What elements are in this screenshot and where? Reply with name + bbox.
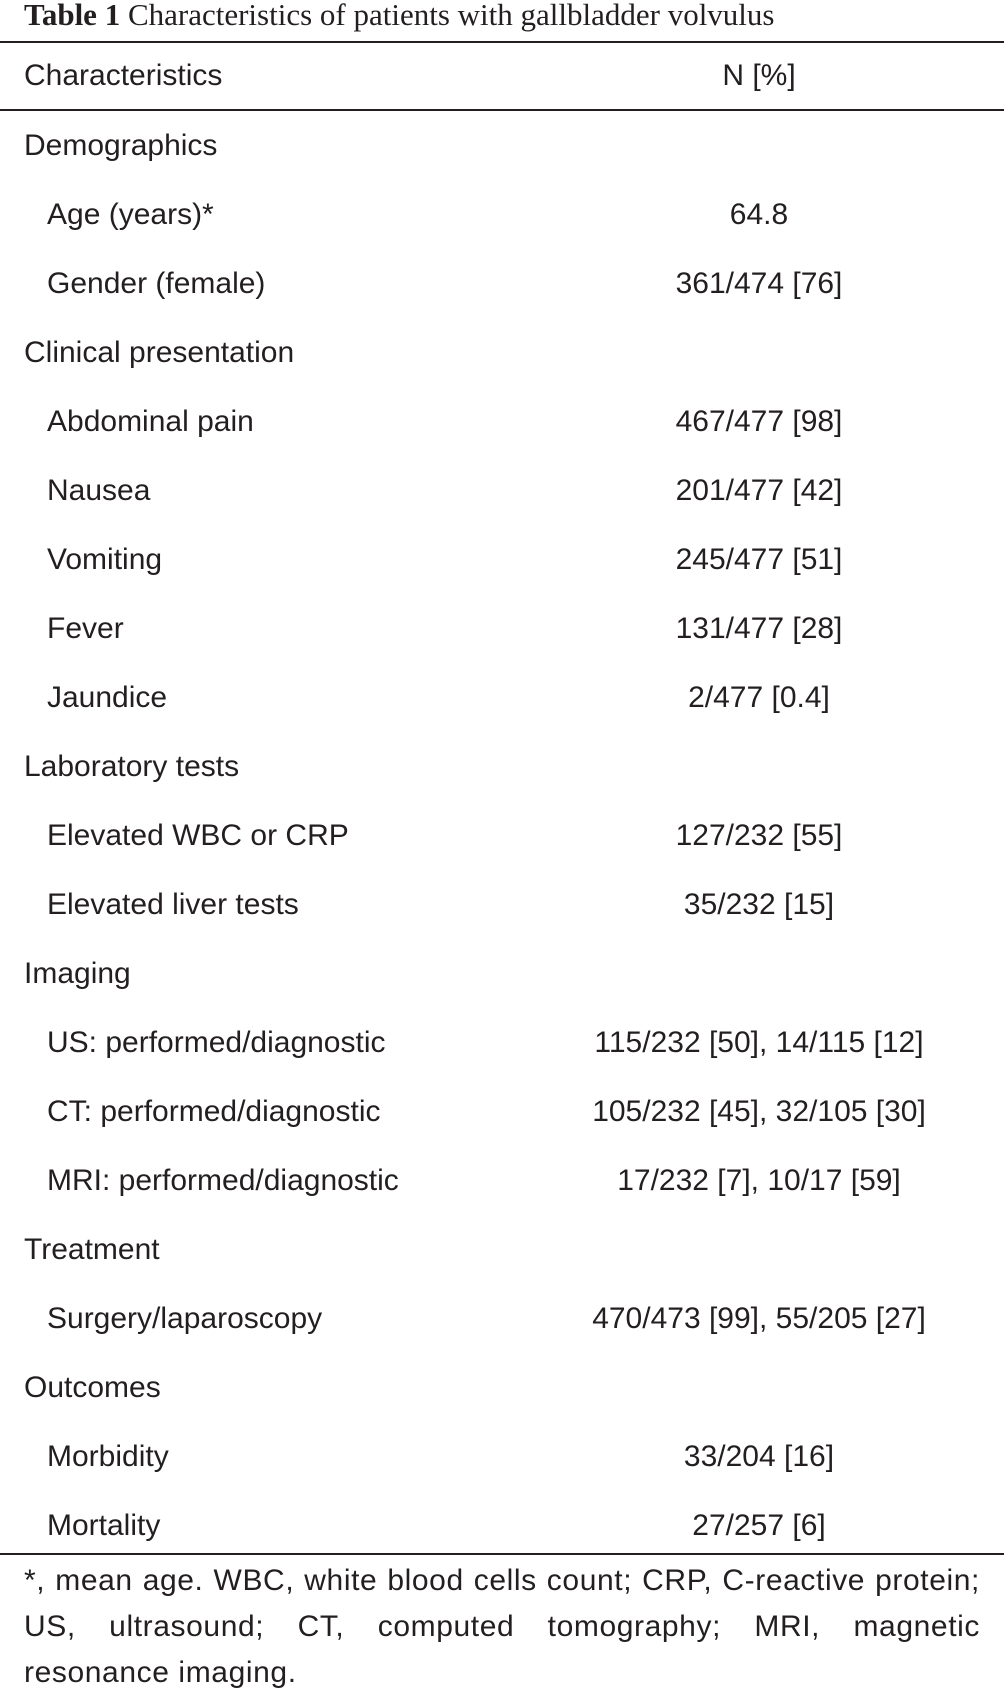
row-value: 127/232 [55] <box>675 819 843 852</box>
row-value: 467/477 [98] <box>675 405 843 438</box>
row-label: Jaundice <box>47 681 168 714</box>
row-label: Elevated WBC or CRP <box>47 819 349 852</box>
row-label: Fever <box>47 612 124 645</box>
table-section-row <box>0 939 1004 1008</box>
table-row <box>0 1284 1004 1353</box>
row-value: 131/477 [28] <box>675 612 843 645</box>
row-label: Morbidity <box>47 1440 169 1473</box>
row-value: 2/477 [0.4] <box>688 681 830 714</box>
table-row <box>0 456 1004 525</box>
row-value: 115/232 [50], 14/115 [12] <box>594 1026 924 1059</box>
table-row <box>0 387 1004 456</box>
section-label: Treatment <box>24 1233 160 1266</box>
table-row <box>0 180 1004 249</box>
row-value: 35/232 [15] <box>683 888 835 921</box>
table-row <box>0 663 1004 732</box>
section-label: Laboratory tests <box>24 750 240 783</box>
row-label: Vomiting <box>47 543 163 576</box>
row-label: Abdominal pain <box>47 405 254 438</box>
row-value: 105/232 [45], 32/105 [30] <box>592 1095 926 1128</box>
table-row <box>0 1008 1004 1077</box>
table-row <box>0 249 1004 318</box>
table-header-row <box>0 42 1004 109</box>
row-label: Age (years)* <box>47 198 214 231</box>
table-section-row <box>0 318 1004 387</box>
row-label: Elevated liver tests <box>47 888 299 921</box>
table-section-row <box>0 1215 1004 1284</box>
table-row <box>0 525 1004 594</box>
row-value: 33/204 [16] <box>683 1440 835 1473</box>
table-row <box>0 870 1004 939</box>
row-label: CT: performed/diagnostic <box>47 1095 381 1128</box>
row-value: 17/232 [7], 10/17 [59] <box>617 1164 901 1197</box>
caption-text: Characteristics of patients with gallbladder volvulus <box>127 0 775 32</box>
section-label: Imaging <box>24 957 131 990</box>
row-label: MRI: performed/diagnostic <box>47 1164 399 1197</box>
table-caption <box>24 0 775 38</box>
table-row <box>0 1077 1004 1146</box>
bottom-rule <box>0 1553 1004 1555</box>
row-label: Mortality <box>47 1509 161 1542</box>
table-row <box>0 801 1004 870</box>
row-label: Gender (female) <box>47 267 266 300</box>
header-n-percent: N [%] <box>722 59 796 92</box>
table-row <box>0 1422 1004 1491</box>
row-value: 245/477 [51] <box>675 543 843 576</box>
section-label: Outcomes <box>24 1371 161 1404</box>
row-value: 361/474 [76] <box>675 267 843 300</box>
table-section-row <box>0 1353 1004 1422</box>
table-row <box>0 1491 1004 1560</box>
row-label: US: performed/diagnostic <box>47 1026 386 1059</box>
table-section-row <box>0 111 1004 180</box>
row-value: 470/473 [99], 55/205 [27] <box>592 1302 926 1335</box>
caption-label: Table 1 <box>24 0 121 32</box>
table-row <box>0 1146 1004 1215</box>
row-label: Nausea <box>47 474 151 507</box>
table-section-row <box>0 732 1004 801</box>
table-footnote: *, mean age. WBC, white blood cells count; CRP, C-reactive protein; US, ultrasound; CT, computed tomography; MRI, magnetic resonance imaging. <box>24 1564 980 1689</box>
section-label: Demographics <box>24 129 218 162</box>
header-characteristics: Characteristics <box>24 59 223 92</box>
row-label: Surgery/laparoscopy <box>47 1302 323 1335</box>
row-value: 64.8 <box>729 198 789 231</box>
row-value: 27/257 [6] <box>692 1509 826 1542</box>
table-row <box>0 594 1004 663</box>
row-value: 201/477 [42] <box>675 474 843 507</box>
section-label: Clinical presentation <box>24 336 295 369</box>
